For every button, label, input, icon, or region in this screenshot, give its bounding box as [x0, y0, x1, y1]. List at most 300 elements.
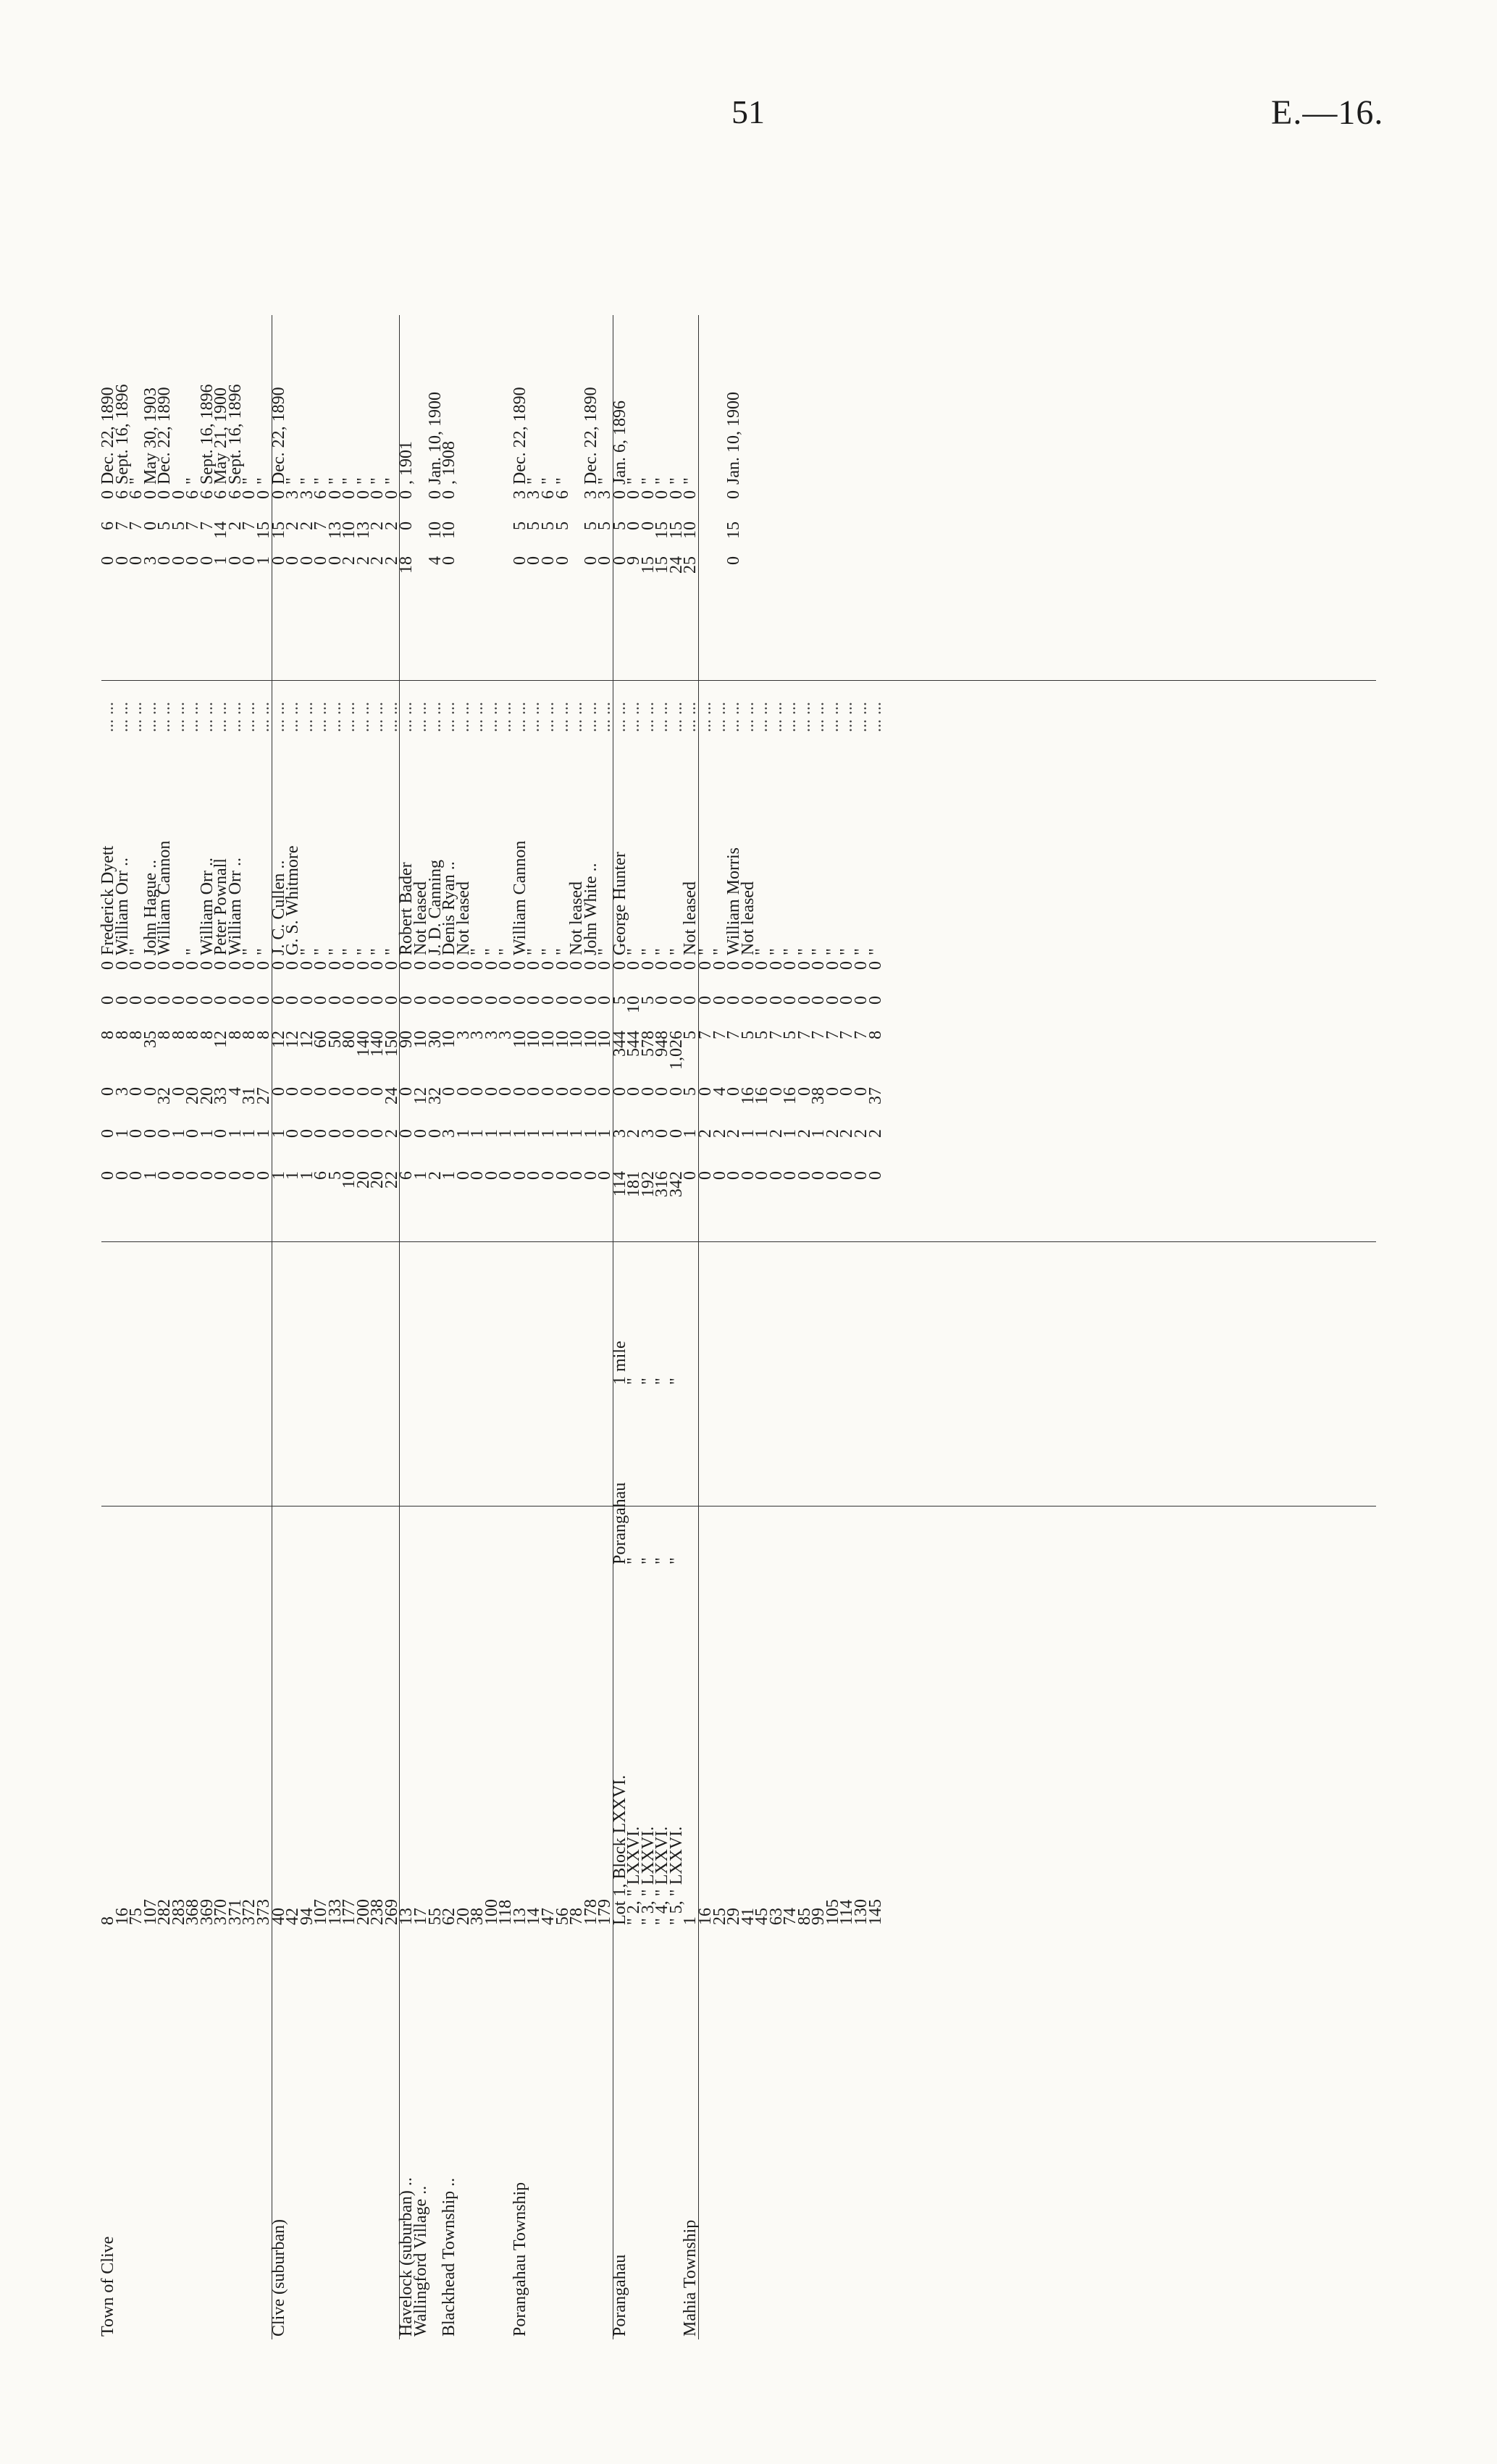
value-shillings-cell: 0 — [155, 996, 175, 1005]
lease-date-cell: Jan. 10, 1900 — [425, 392, 445, 485]
district-cell — [798, 1928, 813, 2339]
value-pence-cell: 0 — [851, 961, 871, 970]
value-shillings-cell: 0 — [385, 993, 400, 1028]
rent-pence-cell: 0 — [269, 490, 288, 499]
value-shillings-cell: 0 — [496, 996, 516, 1005]
value-pence-cell: 0 — [837, 961, 857, 970]
area-acres-cell: 0 — [567, 1171, 587, 1180]
area-acres-cell: 1 — [141, 1171, 160, 1180]
table-row — [214, 315, 229, 2339]
section-cell: " 3, " LXXVI. — [638, 1826, 658, 1925]
survey-district-cell — [400, 1388, 414, 1567]
survey-district-cell — [286, 1388, 301, 1567]
distance-cell — [243, 1219, 257, 1388]
rent-pounds-cell — [742, 553, 756, 592]
distance-cell — [144, 1219, 159, 1388]
rent-shillings-cell: 13 — [353, 521, 373, 539]
value-pounds-cell: 10 — [581, 1031, 600, 1048]
distance-cell — [116, 1219, 130, 1388]
survey-district-cell — [144, 1388, 159, 1567]
area-roods-cell: 1 — [809, 1129, 829, 1138]
survey-district-cell: Porangahau — [610, 1482, 629, 1564]
distance-cell — [770, 1219, 784, 1388]
rent-pence-cell: 3 — [283, 490, 303, 499]
area-roods-cell: 0 — [368, 1129, 387, 1138]
area-acres-cell: 0 — [538, 1171, 558, 1180]
table-row — [243, 315, 257, 2339]
distance-cell — [201, 1219, 215, 1388]
value-pounds-cell: 10 — [538, 1031, 558, 1048]
area-perches-cell: 0 — [453, 1087, 473, 1096]
lessee-cell: " — [638, 948, 658, 955]
table-row — [655, 315, 670, 2339]
value-pence-cell: 0 — [240, 961, 259, 970]
leader-dots-cell: ... ... — [141, 702, 160, 732]
area-roods-cell: 3 — [638, 1129, 658, 1138]
document-reference: E.—16. — [1271, 93, 1384, 132]
section-cell: 118 — [496, 1899, 516, 1925]
value-pence-cell: 0 — [538, 961, 558, 970]
section-cell: 269 — [385, 1567, 400, 1928]
lessee-cell: " — [695, 948, 715, 955]
survey-district-cell — [840, 1388, 855, 1567]
area-perches-cell: 37 — [865, 1087, 885, 1105]
table-row — [144, 315, 159, 2339]
rent-pence-cell: 0 — [610, 490, 629, 499]
value-pounds-cell: 7 — [794, 1031, 814, 1039]
leader-dots-cell: ... ... — [738, 702, 758, 732]
survey-district-cell: " — [666, 1557, 686, 1564]
value-shillings-cell: 0 — [666, 996, 686, 1005]
area-roods-cell: 0 — [211, 1129, 231, 1138]
area-roods-cell: 1 — [468, 1129, 487, 1138]
leader-dots-cell: ... ... — [240, 702, 259, 732]
value-shillings-cell: 0 — [240, 996, 259, 1005]
lease-date-cell: Jan. 10, 1900 — [724, 392, 744, 485]
area-roods-cell: 1 — [684, 1126, 698, 1168]
survey-district-cell — [257, 1388, 272, 1567]
table-row — [627, 315, 642, 2339]
value-shillings-cell: 0 — [425, 996, 445, 1005]
rent-pence-cell — [798, 487, 813, 519]
rent-shillings-cell — [770, 519, 784, 553]
rent-pounds-cell: 0 — [225, 556, 245, 565]
district-cell — [229, 1928, 243, 2339]
value-pence-cell: 0 — [724, 961, 744, 970]
table-row — [130, 315, 144, 2339]
lease-date-cell: " — [127, 477, 146, 485]
lessee-cell: " — [809, 948, 829, 955]
distance-cell — [257, 1219, 272, 1388]
value-pounds-cell: 578 — [638, 1031, 658, 1057]
table-row — [698, 315, 713, 2339]
area-perches-cell: 0 — [695, 1087, 715, 1096]
lessee-cell: " — [666, 948, 686, 955]
area-roods-cell: 1 — [496, 1129, 516, 1138]
value-pounds-cell: 7 — [724, 1031, 744, 1039]
table-row — [101, 315, 116, 2339]
area-perches-cell: 33 — [211, 1087, 231, 1105]
district-cell — [584, 1928, 599, 2339]
value-pence-cell: 0 — [453, 961, 473, 970]
lease-date-cell: Dec. 22, 1890 — [581, 387, 600, 485]
rent-shillings-cell — [855, 519, 869, 553]
value-shillings-cell: 0 — [453, 996, 473, 1005]
area-perches-cell: 16 — [752, 1087, 772, 1105]
district-cell — [371, 1928, 385, 2339]
area-acres-cell: 0 — [781, 1171, 800, 1180]
lessee-cell: " — [766, 948, 786, 955]
area-acres-cell: 0 — [865, 1171, 885, 1180]
lease-date-cell: Dec. 22, 1890 — [269, 387, 288, 485]
value-shillings-cell: 0 — [684, 993, 698, 1028]
distance-cell — [855, 1219, 869, 1388]
section-cell: 130 — [851, 1899, 871, 1925]
rent-pounds-cell — [855, 553, 869, 592]
rent-shillings-cell: 2 — [225, 521, 245, 530]
area-roods-cell: 0 — [666, 1129, 686, 1138]
rent-pence-cell: 0 — [440, 490, 459, 499]
district-cell: Mahia Township — [684, 1928, 698, 2339]
survey-district-cell — [855, 1388, 869, 1567]
distance-cell — [214, 1219, 229, 1388]
lease-date-cell — [485, 315, 500, 487]
area-acres-cell: 181 — [624, 1171, 644, 1197]
area-roods-cell: 1 — [598, 1126, 613, 1168]
rent-pounds-cell — [755, 553, 770, 592]
area-acres-cell: 0 — [752, 1171, 772, 1180]
rent-pounds-cell: 0 — [311, 556, 331, 565]
area-acres-cell: 0 — [524, 1171, 544, 1180]
rent-shillings-cell: 7 — [183, 521, 203, 530]
area-acres-cell: 0 — [710, 1171, 729, 1180]
lease-date-cell: " — [653, 477, 672, 485]
value-shillings-cell: 0 — [752, 996, 772, 1005]
table-row — [329, 315, 343, 2339]
rent-pounds-cell: 0 — [524, 556, 544, 565]
leader-dots-cell: ... ... — [865, 702, 885, 732]
rent-shillings-cell: 13 — [325, 521, 345, 539]
value-pence-cell: 0 — [325, 961, 345, 970]
lessee-cell: Not leased — [411, 881, 431, 955]
distance-cell — [826, 1219, 841, 1388]
value-pence-cell: 0 — [112, 961, 132, 970]
table-row — [357, 315, 372, 2339]
value-shillings-cell: 0 — [297, 996, 316, 1005]
district-cell — [855, 1928, 869, 2339]
rent-pence-cell — [770, 487, 784, 519]
value-pence-cell: 0 — [695, 961, 715, 970]
area-perches-cell: 0 — [368, 1087, 387, 1096]
value-shillings-cell: 0 — [653, 996, 672, 1005]
value-shillings-cell: 0 — [837, 996, 857, 1005]
survey-district-cell — [101, 1388, 116, 1567]
lessee-cell: " — [325, 948, 345, 955]
area-roods-cell: 0 — [98, 1129, 117, 1138]
survey-district-cell — [513, 1388, 528, 1567]
leader-dots-cell: ... ... — [653, 702, 672, 732]
survey-district-cell — [527, 1388, 542, 1567]
value-pence-cell: 0 — [638, 961, 658, 970]
area-perches-cell: 0 — [169, 1087, 188, 1096]
lease-date-cell: Dec. 22, 1890 — [155, 387, 175, 485]
district-cell — [186, 1928, 201, 2339]
area-roods-cell: 2 — [695, 1129, 715, 1138]
table-row — [471, 315, 485, 2339]
area-acres-cell: 1 — [440, 1171, 459, 1180]
rent-shillings-cell: 5 — [169, 521, 188, 530]
rent-pounds-cell — [471, 553, 485, 592]
survey-district-cell — [214, 1388, 229, 1567]
rent-shillings-cell — [742, 519, 756, 553]
rent-shillings-cell — [485, 519, 500, 553]
area-roods-cell: 2 — [851, 1129, 871, 1138]
leader-dots-cell: ... ... — [638, 702, 658, 732]
distance-cell — [499, 1219, 513, 1388]
value-pounds-cell: 7 — [837, 1031, 857, 1039]
distance-cell — [869, 1219, 884, 1388]
leader-dots-cell: ... ... — [385, 592, 400, 735]
table-row — [684, 315, 698, 2339]
area-acres-cell: 0 — [468, 1171, 487, 1180]
area-acres-cell: 0 — [482, 1171, 501, 1180]
section-cell: " 4, " LXXVI. — [653, 1826, 672, 1925]
value-pounds-cell: 30 — [425, 1031, 445, 1048]
value-pence-cell: 0 — [225, 961, 245, 970]
area-roods-cell: 1 — [257, 1126, 272, 1168]
value-pounds-cell: 140 — [353, 1031, 373, 1057]
district-cell: Clive (suburban) — [269, 2219, 288, 2337]
value-pounds-cell: 10 — [524, 1031, 544, 1048]
section-cell: 85 — [794, 1908, 814, 1925]
value-shillings-cell: 0 — [724, 996, 744, 1005]
value-pence-cell: 0 — [794, 961, 814, 970]
survey-district-cell — [443, 1388, 457, 1567]
district-cell — [130, 1928, 144, 2339]
area-roods-cell: 1 — [567, 1129, 587, 1138]
section-cell: 78 — [567, 1908, 587, 1925]
value-pounds-cell: 50 — [325, 1031, 345, 1048]
section-cell: 370 — [211, 1899, 231, 1925]
lease-date-cell: " — [666, 477, 686, 485]
lessee-cell: " — [482, 948, 501, 955]
leader-dots-cell: ... ... — [624, 702, 644, 732]
section-cell: 56 — [553, 1908, 572, 1925]
table-row — [429, 315, 443, 2339]
value-pence-cell: 0 — [653, 961, 672, 970]
area-roods-cell: 1 — [752, 1129, 772, 1138]
area-acres-cell: 1 — [297, 1171, 316, 1180]
area-acres-cell: 0 — [510, 1171, 529, 1180]
table-row — [742, 315, 756, 2339]
rent-pounds-cell: 0 — [155, 556, 175, 565]
rent-pounds-cell: 1 — [257, 553, 272, 592]
rent-pence-cell: 0 — [653, 490, 672, 499]
area-acres-cell: 0 — [257, 1168, 272, 1219]
leader-dots-cell: ... ... — [496, 702, 516, 732]
rent-pounds-cell — [840, 553, 855, 592]
district-cell — [471, 1928, 485, 2339]
rent-pounds-cell — [798, 553, 813, 592]
distance-cell — [457, 1219, 471, 1388]
leader-dots-cell: ... ... — [325, 702, 345, 732]
rent-shillings-cell: 7 — [127, 521, 146, 530]
value-pounds-cell: 3 — [496, 1031, 516, 1039]
area-acres-cell: 0 — [197, 1171, 217, 1180]
area-roods-cell: 2 — [794, 1129, 814, 1138]
area-acres-cell: 0 — [98, 1171, 117, 1180]
area-perches-cell: 0 — [666, 1087, 686, 1096]
value-pounds-cell: 3 — [482, 1031, 501, 1039]
lease-date-cell: , 1901 — [397, 441, 416, 485]
distance-cell — [742, 1219, 756, 1388]
value-shillings-cell: 10 — [624, 996, 644, 1013]
table-row — [400, 315, 414, 2339]
area-roods-cell: 2 — [724, 1129, 744, 1138]
value-shillings-cell: 0 — [183, 996, 203, 1005]
table-row — [598, 315, 613, 2339]
area-perches-cell: 0 — [440, 1087, 459, 1096]
value-pence-cell: 0 — [823, 961, 842, 970]
rent-pence-cell: 6 — [183, 490, 203, 499]
section-cell: 105 — [823, 1899, 842, 1925]
survey-district-cell — [371, 1388, 385, 1567]
table-row — [286, 315, 301, 2339]
lease-date-cell — [826, 315, 841, 487]
area-acres-cell: 1 — [411, 1171, 431, 1180]
area-acres-cell: 10 — [340, 1171, 359, 1189]
rent-pounds-cell: 0 — [183, 556, 203, 565]
rent-shillings-cell: 2 — [297, 521, 316, 530]
value-pounds-cell: 5 — [752, 1031, 772, 1039]
survey-district-cell: " — [653, 1557, 672, 1564]
survey-district-cell — [684, 1388, 698, 1567]
survey-district-cell — [784, 1388, 798, 1567]
rent-pence-cell: 3 — [524, 490, 544, 499]
section-cell: 94 — [297, 1908, 316, 1925]
value-pounds-cell: 8 — [169, 1031, 188, 1039]
value-pence-cell: 0 — [385, 958, 400, 993]
rent-shillings-cell: 10 — [684, 519, 698, 553]
value-pounds-cell: 344 — [610, 1031, 629, 1057]
rent-pence-cell: 6 — [538, 490, 558, 499]
distance-cell — [158, 1219, 172, 1388]
area-perches-cell: 0 — [297, 1087, 316, 1096]
area-acres-cell: 342 — [666, 1171, 686, 1197]
leader-dots-cell: ... ... — [610, 702, 629, 732]
distance-cell — [584, 1219, 599, 1388]
rent-pence-cell — [855, 487, 869, 519]
lessee-cell: Denis Ryan .. — [440, 861, 459, 955]
rent-shillings-cell: 15 — [257, 519, 272, 553]
leader-dots-cell: ... ... — [710, 702, 729, 732]
section-cell: 145 — [865, 1899, 885, 1925]
area-perches-cell: 0 — [353, 1087, 373, 1096]
area-perches-cell: 0 — [823, 1087, 842, 1096]
lessee-cell: " — [781, 948, 800, 955]
table-row — [826, 315, 841, 2339]
value-pence-cell: 0 — [197, 961, 217, 970]
survey-district-cell — [770, 1388, 784, 1567]
rent-pence-cell: 0 — [368, 490, 387, 499]
rent-pounds-cell — [812, 553, 826, 592]
rent-pence-cell: 6 — [127, 490, 146, 499]
district-cell — [527, 1928, 542, 2339]
survey-district-cell — [272, 1388, 286, 1567]
rent-pence-cell: 0 — [666, 490, 686, 499]
district-cell — [655, 1928, 670, 2339]
table-row — [186, 315, 201, 2339]
area-perches-cell: 0 — [141, 1087, 160, 1096]
lessee-cell: Frederick Dyett — [98, 845, 117, 955]
rent-pounds-cell — [698, 553, 713, 592]
section-cell: " 5, " LXXVI. — [666, 1826, 686, 1925]
table-row — [314, 315, 329, 2339]
lessee-cell: " — [385, 735, 400, 958]
section-cell: 177 — [340, 1899, 359, 1925]
table-row — [727, 315, 742, 2339]
rent-shillings-cell: 15 — [724, 521, 744, 539]
distance-cell — [314, 1219, 329, 1388]
value-pence-cell: 0 — [425, 961, 445, 970]
district-cell — [713, 1928, 728, 2339]
lease-date-cell: Jan. 6, 1896 — [610, 401, 629, 485]
district-cell — [301, 1928, 315, 2339]
rent-shillings-cell — [812, 519, 826, 553]
area-roods-cell: 0 — [283, 1129, 303, 1138]
rent-pounds-cell — [784, 553, 798, 592]
rent-pounds-cell: 2 — [368, 556, 387, 565]
rent-shillings-cell: 5 — [524, 521, 544, 530]
area-acres-cell: 0 — [155, 1171, 175, 1180]
leader-dots-cell: ... ... — [368, 702, 387, 732]
area-perches-cell: 27 — [257, 1084, 272, 1126]
area-roods-cell: 0 — [141, 1129, 160, 1138]
leader-dots-cell: ... ... — [283, 702, 303, 732]
value-pence-cell: 0 — [257, 958, 272, 993]
value-pence-cell: 0 — [440, 961, 459, 970]
lessee-cell: " — [257, 735, 272, 958]
rent-pence-cell: 0 — [325, 490, 345, 499]
district-cell — [357, 1928, 372, 2339]
district-cell — [826, 1928, 841, 2339]
rent-pounds-cell: 0 — [510, 556, 529, 565]
area-acres-cell: 6 — [311, 1171, 331, 1180]
rent-pence-cell — [485, 487, 500, 519]
leader-dots-cell: ... ... — [257, 592, 272, 735]
section-cell: 369 — [197, 1899, 217, 1925]
area-perches-cell: 0 — [496, 1087, 516, 1096]
leader-dots-cell: ... ... — [453, 702, 473, 732]
value-shillings-cell: 0 — [482, 996, 501, 1005]
value-pounds-cell: 12 — [283, 1031, 303, 1048]
district-cell — [755, 1928, 770, 2339]
area-roods-cell: 1 — [510, 1129, 529, 1138]
lease-date-cell: Sept. 16, 1896 — [112, 384, 132, 485]
table-row — [443, 315, 457, 2339]
area-perches-cell: 0 — [510, 1087, 529, 1096]
leader-dots-cell: ... ... — [183, 702, 203, 732]
rent-shillings-cell: 5 — [610, 521, 629, 530]
district-cell — [243, 1928, 257, 2339]
area-acres-cell: 22 — [385, 1168, 400, 1219]
survey-district-cell — [201, 1388, 215, 1567]
value-pounds-cell: 7 — [823, 1031, 842, 1039]
lessee-cell: John White .. — [581, 863, 600, 955]
distance-cell — [229, 1219, 243, 1388]
area-roods-cell: 1 — [269, 1129, 288, 1138]
rent-shillings-cell: 5 — [538, 521, 558, 530]
